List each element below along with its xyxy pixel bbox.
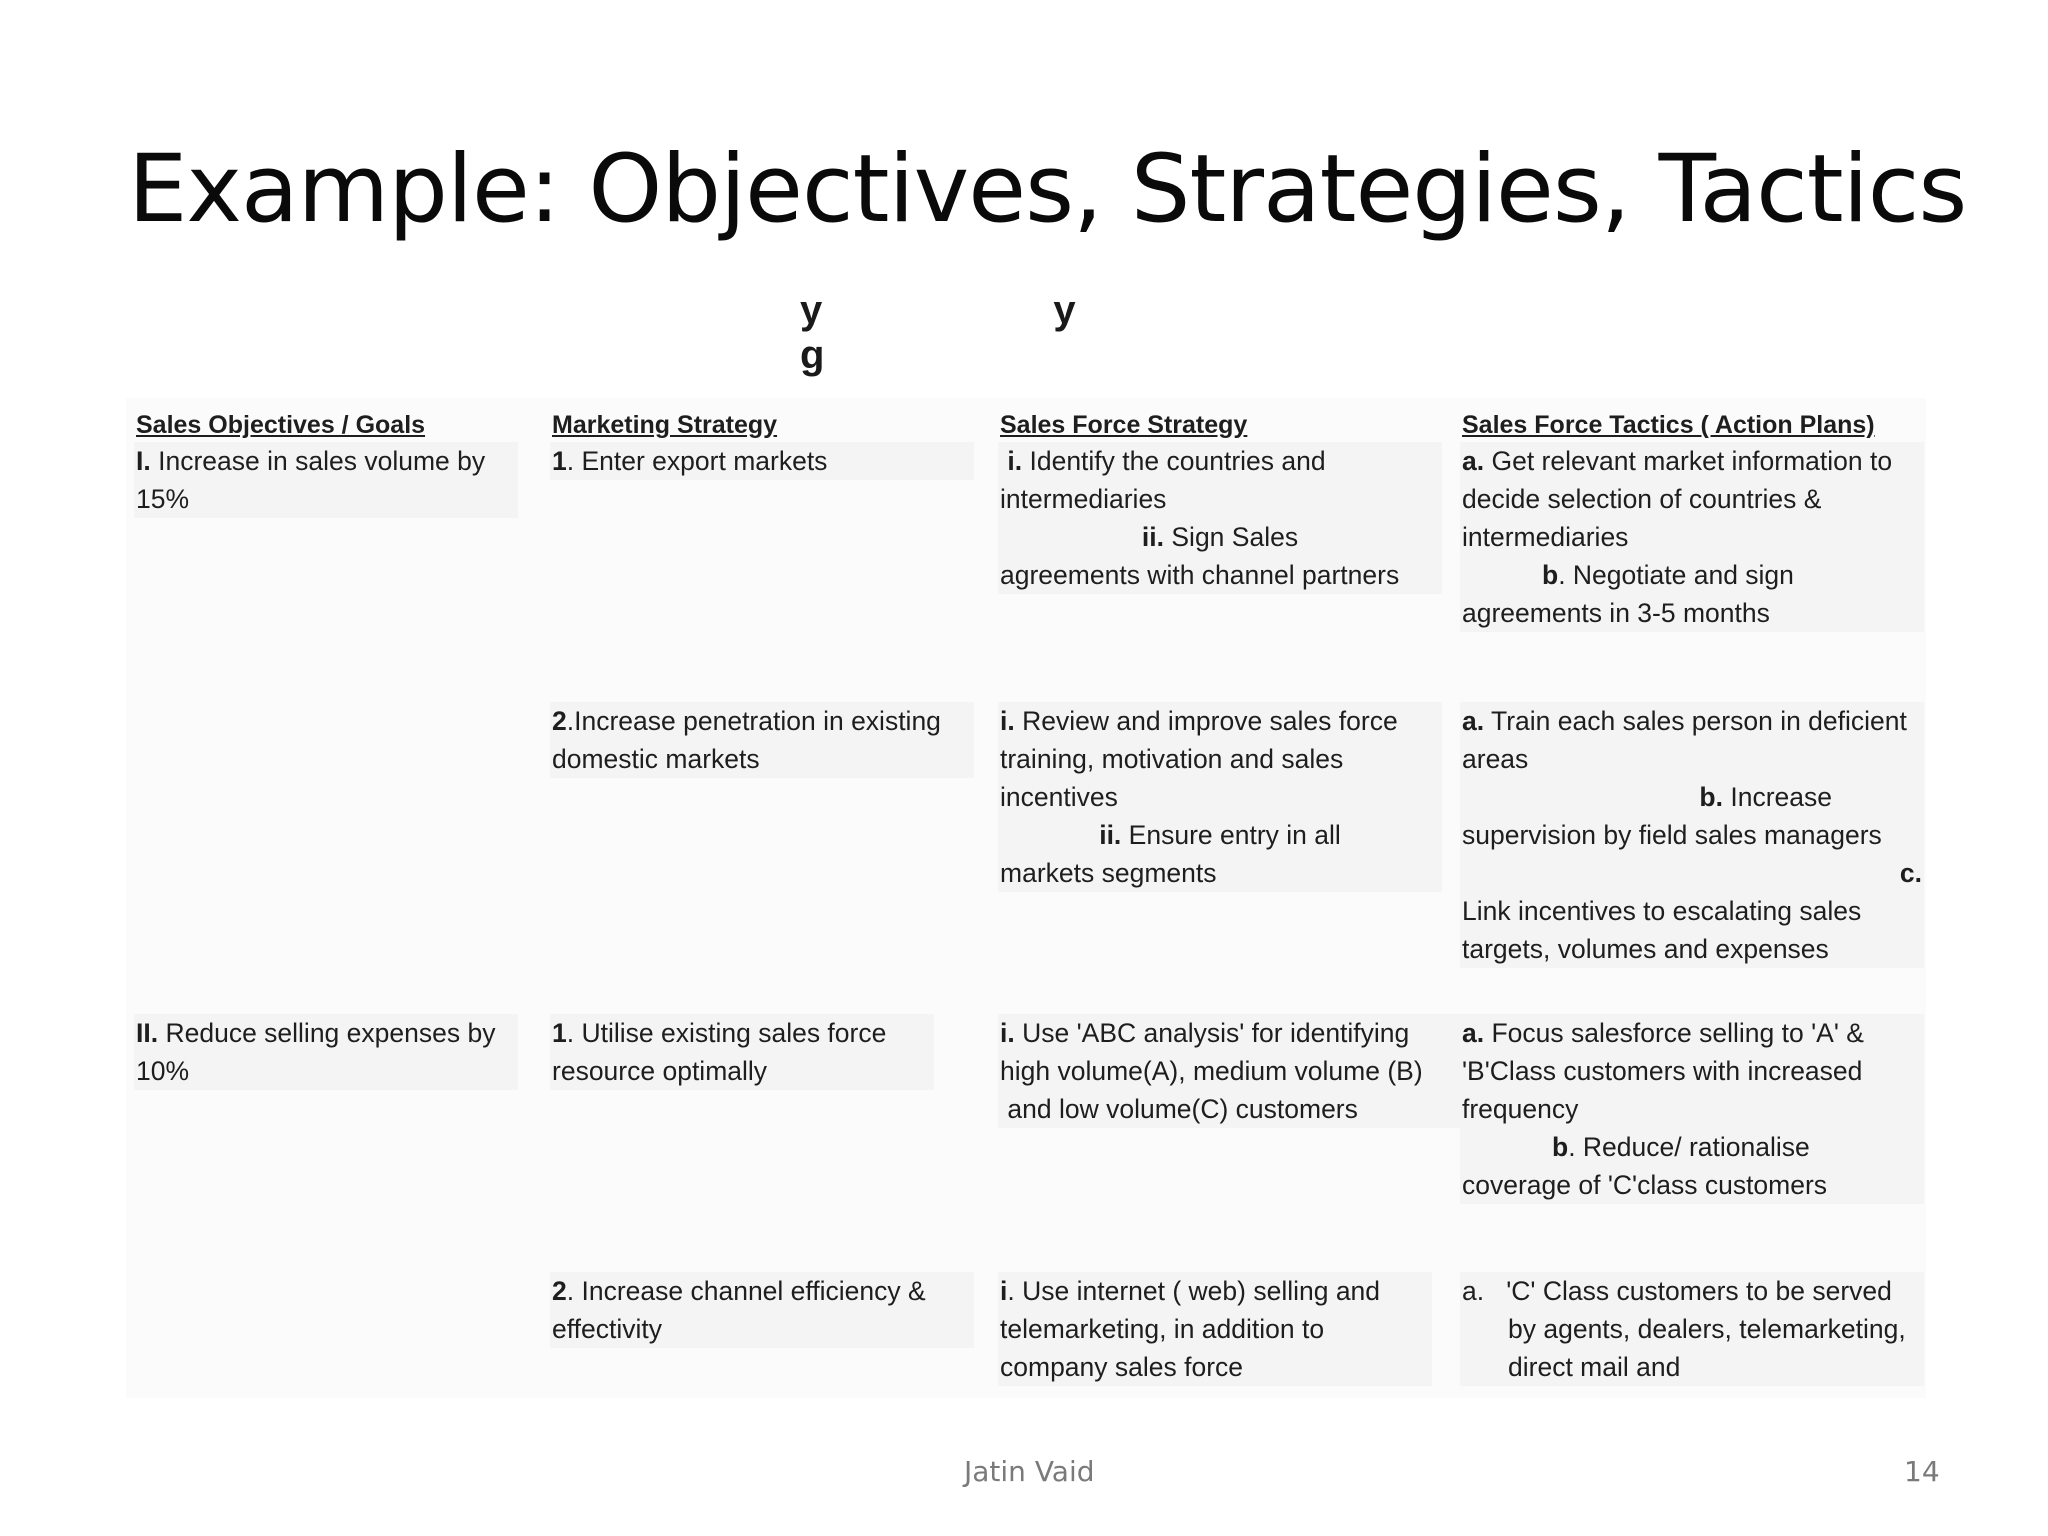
sf-tactics-2-b-text-a: Increase (1730, 782, 1832, 812)
sf-tactics-1-b-number: b (1542, 560, 1559, 590)
header-sales-force-tactics: Sales Force Tactics ( Action Plans) (1462, 411, 1875, 439)
table-cell-sf-tactics-4 (1460, 1272, 1924, 1386)
table-cell-objective-2 (134, 1014, 518, 1090)
sf-tactics-1-a-text: Get relevant market information to decide selection of countries & intermediaries (1462, 446, 1893, 552)
sf-strategy-3-i-text-b: and low volume(C) customers (1007, 1094, 1358, 1124)
marketing-4-text: . Increase channel efficiency & effectivity (552, 1276, 926, 1344)
table-cell-marketing-4 (550, 1272, 974, 1348)
table-cell-marketing-1 (550, 442, 974, 480)
marketing-3-text: . Utilise existing sales force resource optimally (552, 1018, 887, 1086)
sf-tactics-2-b-number: b. (1699, 782, 1723, 812)
marketing-2-number: 2 (552, 706, 567, 736)
sf-strategy-3-i-number: i. (1000, 1018, 1015, 1048)
sf-tactics-3-b-number: b (1552, 1132, 1569, 1162)
table-cell-objective-1 (134, 442, 518, 518)
objective-1-text: Increase in sales volume by 15% (136, 446, 486, 514)
sf-tactics-3-a-text: Focus salesforce selling to 'A' & 'B'Class customers with increased frequency (1462, 1018, 1864, 1124)
sf-strategy-2-ii-text-b: markets segments (1000, 858, 1217, 888)
slide-number: 14 (1904, 1455, 1940, 1488)
sf-tactics-3-a-number: a. (1462, 1018, 1485, 1048)
sf-strategy-2-i-number: i. (1000, 706, 1015, 736)
sf-tactics-1-a-number: a. (1462, 446, 1485, 476)
sf-strategy-1-ii-text-b: agreements with channel partners (1000, 560, 1400, 590)
sf-strategy-2-ii-number: ii. (1099, 820, 1122, 850)
table-cell-sf-tactics-2 (1460, 702, 1924, 968)
sf-tactics-4-a-text: 'C' Class customers to be served by agents, dealers, telemarketing, direct mail and (1506, 1276, 1906, 1382)
marketing-4-number: 2 (552, 1276, 567, 1306)
header-objectives: Sales Objectives / Goals (136, 411, 426, 439)
sf-tactics-4-a-number: a. (1462, 1276, 1485, 1306)
sf-strategy-1-i-number: i. (1007, 446, 1023, 476)
cropped-table-heading-text: y y g (800, 288, 1186, 377)
objective-2-number: II. (136, 1018, 159, 1048)
sf-strategy-4-i-text: . Use internet ( web) selling and telemarketing, in addition to company sales force (1000, 1276, 1381, 1382)
sf-strategy-3-i-text-a: Use 'ABC analysis' for identifying high volume(A), medium volume (B) (1000, 1018, 1423, 1086)
marketing-3-number: 1 (552, 1018, 567, 1048)
marketing-1-text: . Enter export markets (566, 446, 828, 476)
objective-2-text: Reduce selling expenses by 10% (136, 1018, 496, 1086)
table-cell-marketing-3 (550, 1014, 934, 1090)
sf-tactics-1-b-text-a: . Negotiate and sign (1558, 560, 1794, 590)
sf-tactics-2-c-number: c. (1899, 858, 1922, 888)
sf-strategy-2-ii-text-a: Ensure entry in all (1128, 820, 1341, 850)
sf-tactics-3-b-text-a: . Reduce/ rationalise (1568, 1132, 1810, 1162)
sf-strategy-1-ii-number: ii. (1141, 522, 1164, 552)
cropped-table-heading (800, 288, 1260, 377)
sf-tactics-2-a-number: a. (1462, 706, 1485, 736)
table-cell-sf-strategy-4 (998, 1272, 1432, 1386)
objective-1-number: I. (136, 446, 151, 476)
sf-strategy-1-i-text: Identify the countries and intermediaries (1000, 446, 1326, 514)
sf-strategy-1-ii-text-a: Sign Sales (1171, 522, 1299, 552)
table-cell-sf-tactics-3 (1460, 1014, 1924, 1204)
sf-tactics-2-c-text: Link incentives to escalating sales targets, volumes and expenses (1462, 896, 1862, 964)
slide-title: Example: Objectives, Strategies, Tactics (128, 135, 1967, 244)
header-marketing-strategy: Marketing Strategy (552, 411, 778, 439)
table-cell-marketing-2 (550, 702, 974, 778)
table-cell-sf-strategy-3 (998, 1014, 1462, 1128)
sf-tactics-2-b-text-b: supervision by field sales managers (1462, 820, 1882, 850)
table-cell-sf-strategy-1 (998, 442, 1442, 594)
header-sales-force-strategy: Sales Force Strategy (1000, 411, 1248, 439)
sf-strategy-2-i-text: Review and improve sales force training, motivation and sales incentives (1000, 706, 1398, 812)
marketing-2-text: .Increase penetration in existing domestic markets (552, 706, 941, 774)
table-cell-sf-tactics-1 (1460, 442, 1924, 632)
sf-tactics-1-b-text-b: agreements in 3-5 months (1462, 598, 1770, 628)
sf-tactics-2-a-text: Train each sales person in deficient areas (1462, 706, 1907, 774)
table-cell-sf-strategy-2 (998, 702, 1442, 892)
marketing-1-number: 1 (552, 446, 567, 476)
footer-author: Jatin Vaid (964, 1455, 1095, 1488)
sf-tactics-3-b-text-b: coverage of 'C'class customers (1462, 1170, 1828, 1200)
sf-strategy-4-i-number: i (1000, 1276, 1008, 1306)
